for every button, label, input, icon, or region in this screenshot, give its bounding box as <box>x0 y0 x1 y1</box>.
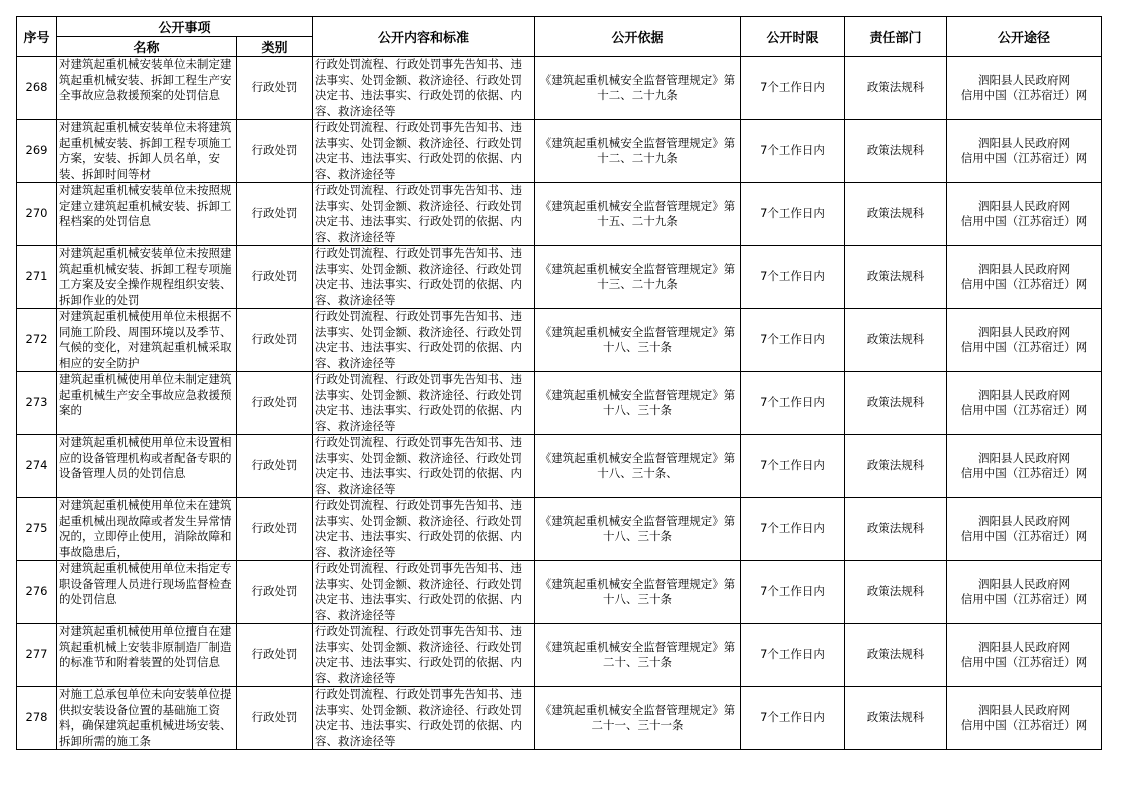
table-row <box>17 561 1102 624</box>
cell-content <box>313 183 535 246</box>
cell-category-text: 行政处罚 <box>251 458 298 473</box>
table-row <box>17 309 1102 372</box>
cell-seq <box>17 435 57 498</box>
cell-channel <box>947 183 1102 246</box>
cell-name <box>57 183 237 246</box>
cell-time-text: 7个工作日内 <box>760 143 825 158</box>
table-row <box>17 372 1102 435</box>
channel-link-text: 泗阳县人民政府网 <box>978 513 1071 528</box>
cell-name <box>57 246 237 309</box>
header-seq: 序号 <box>17 17 57 57</box>
cell-dept <box>845 435 947 498</box>
cell-category-text: 行政处罚 <box>251 80 298 95</box>
cell-basis <box>535 246 741 309</box>
header-time: 公开时限 <box>741 17 845 57</box>
cell-dept <box>845 498 947 561</box>
cell-name <box>57 309 237 372</box>
header-channel: 公开途径 <box>947 17 1102 57</box>
cell-channel <box>947 309 1102 372</box>
header-category: 类别 <box>237 37 313 57</box>
cell-seq-text: 273 <box>25 395 48 410</box>
cell-channel <box>947 57 1102 120</box>
cell-category <box>237 309 313 372</box>
cell-content <box>313 687 535 750</box>
cell-dept <box>845 687 947 750</box>
channel-link-text: 信用中国（江苏宿迁）网 <box>960 214 1088 228</box>
cell-name-text: 对建筑起重机械使用单位擅自在建筑起重机械上安装非原制造厂制造的标准节和附着装置的处罚信息 <box>59 624 232 669</box>
cell-seq-text: 271 <box>25 269 48 284</box>
cell-seq-text: 268 <box>25 80 48 95</box>
cell-content <box>313 624 535 687</box>
cell-seq <box>17 561 57 624</box>
disclosure-table <box>16 16 1102 750</box>
cell-content <box>313 309 535 372</box>
table-row <box>17 498 1102 561</box>
cell-time <box>741 561 845 624</box>
cell-dept-text: 政策法规科 <box>866 458 925 473</box>
cell-content <box>313 498 535 561</box>
cell-channel <box>947 687 1102 750</box>
cell-basis <box>535 687 741 750</box>
cell-content-text: 行政处罚流程、行政处罚事先告知书、违法事实、处罚金额、救济途径、行政处罚决定书、违法事实、行政处罚的依据、内容、救济途径等 <box>315 687 523 748</box>
cell-seq-text: 276 <box>25 584 48 599</box>
table-row <box>17 624 1102 687</box>
cell-basis-text: 《建筑起重机械安全监督管理规定》第二十、三十条 <box>539 639 736 669</box>
channel-link-text: 信用中国（江苏宿迁）网 <box>960 592 1088 606</box>
cell-name-text: 对建筑起重机械使用单位未在建筑起重机械出现故障或者发生异常情况的，立即停止使用，消除故障和事故隐患后， <box>59 498 232 559</box>
cell-seq <box>17 57 57 120</box>
channel-link-text: 泗阳县人民政府网 <box>978 387 1071 402</box>
cell-name-text: 对建筑起重机械安装单位未将建筑起重机械安装、拆卸工程专项施工方案，安装、拆卸人员名单，安装、拆卸时间等材 <box>59 120 232 181</box>
cell-dept <box>845 57 947 120</box>
channel-link-text: 信用中国（江苏宿迁）网 <box>960 277 1088 291</box>
cell-basis-text: 《建筑起重机械安全监督管理规定》第十二、二十九条 <box>539 135 736 165</box>
cell-name-text: 对建筑起重机械使用单位未设置相应的设备管理机构或者配备专职的设备管理人员的处罚信息 <box>59 435 232 480</box>
cell-basis <box>535 309 741 372</box>
channel-link-text: 信用中国（江苏宿迁）网 <box>960 718 1088 732</box>
cell-name <box>57 120 237 183</box>
cell-dept-text: 政策法规科 <box>866 395 925 410</box>
cell-content-text: 行政处罚流程、行政处罚事先告知书、违法事实、处罚金额、救济途径、行政处罚决定书、违法事实、行政处罚的依据、内容、救济途径等 <box>315 246 523 307</box>
cell-category <box>237 687 313 750</box>
cell-dept-text: 政策法规科 <box>866 143 925 158</box>
cell-category-text: 行政处罚 <box>251 584 298 599</box>
cell-name-text: 对建筑起重机械安装单位未按照建筑起重机械安装、拆卸工程专项施工方案及安全操作规程组织安装、拆卸作业的处罚 <box>59 246 232 307</box>
cell-category-text: 行政处罚 <box>251 710 298 725</box>
cell-content-text: 行政处罚流程、行政处罚事先告知书、违法事实、处罚金额、救济途径、行政处罚决定书、违法事实、行政处罚的依据、内容、救济途径等 <box>315 120 523 181</box>
table-row <box>17 120 1102 183</box>
cell-channel <box>947 561 1102 624</box>
cell-name <box>57 561 237 624</box>
cell-time-text: 7个工作日内 <box>760 269 825 284</box>
cell-seq <box>17 120 57 183</box>
cell-dept <box>845 246 947 309</box>
header-content: 公开内容和标准 <box>313 17 535 57</box>
header-name: 名称 <box>57 37 237 57</box>
cell-content <box>313 561 535 624</box>
cell-basis-text: 《建筑起重机械安全监督管理规定》第十二、二十九条 <box>539 72 736 102</box>
cell-basis-text: 《建筑起重机械安全监督管理规定》第十八、三十条 <box>539 324 736 354</box>
cell-content-text: 行政处罚流程、行政处罚事先告知书、违法事实、处罚金额、救济途径、行政处罚决定书、违法事实、行政处罚的依据、内容、救济途径等 <box>315 57 523 118</box>
cell-time-text: 7个工作日内 <box>760 206 825 221</box>
cell-category-text: 行政处罚 <box>251 521 298 536</box>
cell-content-text: 行政处罚流程、行政处罚事先告知书、违法事实、处罚金额、救济途径、行政处罚决定书、违法事实、行政处罚的依据、内容、救济途径等 <box>315 183 523 244</box>
cell-name <box>57 435 237 498</box>
cell-category-text: 行政处罚 <box>251 143 298 158</box>
cell-time <box>741 687 845 750</box>
cell-seq <box>17 498 57 561</box>
cell-basis <box>535 561 741 624</box>
cell-dept <box>845 624 947 687</box>
channel-link-text: 泗阳县人民政府网 <box>978 261 1071 276</box>
cell-name <box>57 372 237 435</box>
cell-basis-text: 《建筑起重机械安全监督管理规定》第十五、二十九条 <box>539 198 736 228</box>
cell-dept-text: 政策法规科 <box>866 332 925 347</box>
channel-link-text: 泗阳县人民政府网 <box>978 702 1071 717</box>
cell-time-text: 7个工作日内 <box>760 458 825 473</box>
cell-channel <box>947 372 1102 435</box>
cell-name <box>57 687 237 750</box>
channel-link-text: 信用中国（江苏宿迁）网 <box>960 403 1088 417</box>
cell-dept-text: 政策法规科 <box>866 80 925 95</box>
cell-name <box>57 624 237 687</box>
cell-basis-text: 《建筑起重机械安全监督管理规定》第十三、二十九条 <box>539 261 736 291</box>
header-item-group: 公开事项 <box>57 17 313 37</box>
channel-link-text: 信用中国（江苏宿迁）网 <box>960 655 1088 669</box>
header-basis: 公开依据 <box>535 17 741 57</box>
cell-seq-text: 275 <box>25 521 48 536</box>
cell-dept-text: 政策法规科 <box>866 710 925 725</box>
cell-category <box>237 624 313 687</box>
cell-time-text: 7个工作日内 <box>760 647 825 662</box>
cell-basis-text: 《建筑起重机械安全监督管理规定》第十八、三十条、 <box>539 450 736 480</box>
cell-category <box>237 246 313 309</box>
cell-name-text: 建筑起重机械使用单位未制定建筑起重机械生产安全事故应急救援预案的 <box>59 372 232 417</box>
cell-name-text: 对建筑起重机械使用单位未根据不同施工阶段、周围环境以及季节、气候的变化，对建筑起重机械采取相应的安全防护 <box>59 309 232 370</box>
cell-dept <box>845 561 947 624</box>
cell-seq <box>17 687 57 750</box>
cell-seq <box>17 183 57 246</box>
channel-link-text: 泗阳县人民政府网 <box>978 72 1071 87</box>
cell-time-text: 7个工作日内 <box>760 332 825 347</box>
channel-link-text: 信用中国（江苏宿迁）网 <box>960 340 1088 354</box>
table-row <box>17 435 1102 498</box>
cell-category-text: 行政处罚 <box>251 395 298 410</box>
cell-time <box>741 624 845 687</box>
cell-dept-text: 政策法规科 <box>866 521 925 536</box>
cell-seq-text: 278 <box>25 710 48 725</box>
cell-basis-text: 《建筑起重机械安全监督管理规定》第十八、三十条 <box>539 513 736 543</box>
cell-dept-text: 政策法规科 <box>866 647 925 662</box>
cell-content-text: 行政处罚流程、行政处罚事先告知书、违法事实、处罚金额、救济途径、行政处罚决定书、违法事实、行政处罚的依据、内容、救济途径等 <box>315 498 523 559</box>
cell-category <box>237 372 313 435</box>
cell-seq <box>17 372 57 435</box>
cell-dept-text: 政策法规科 <box>866 206 925 221</box>
cell-seq-text: 274 <box>25 458 48 473</box>
cell-basis <box>535 120 741 183</box>
header-dept: 责任部门 <box>845 17 947 57</box>
cell-time <box>741 183 845 246</box>
cell-time-text: 7个工作日内 <box>760 395 825 410</box>
cell-name-text: 对施工总承包单位未向安装单位提供拟安装设备位置的基础施工资料，确保建筑起重机械进场安装、拆卸所需的施工条 <box>59 687 232 748</box>
cell-time-text: 7个工作日内 <box>760 584 825 599</box>
cell-time <box>741 435 845 498</box>
cell-category <box>237 183 313 246</box>
cell-dept <box>845 372 947 435</box>
cell-channel <box>947 435 1102 498</box>
cell-content-text: 行政处罚流程、行政处罚事先告知书、违法事实、处罚金额、救济途径、行政处罚决定书、违法事实、行政处罚的依据、内容、救济途径等 <box>315 372 523 433</box>
cell-category <box>237 120 313 183</box>
cell-channel <box>947 120 1102 183</box>
channel-link-text: 泗阳县人民政府网 <box>978 324 1071 339</box>
cell-name <box>57 498 237 561</box>
cell-category <box>237 57 313 120</box>
cell-time <box>741 57 845 120</box>
cell-category-text: 行政处罚 <box>251 332 298 347</box>
cell-content <box>313 120 535 183</box>
cell-seq <box>17 624 57 687</box>
table-row <box>17 183 1102 246</box>
cell-content-text: 行政处罚流程、行政处罚事先告知书、违法事实、处罚金额、救济途径、行政处罚决定书、违法事实、行政处罚的依据、内容、救济途径等 <box>315 624 523 685</box>
cell-dept <box>845 183 947 246</box>
channel-link-text: 泗阳县人民政府网 <box>978 135 1071 150</box>
cell-content-text: 行政处罚流程、行政处罚事先告知书、违法事实、处罚金额、救济途径、行政处罚决定书、违法事实、行政处罚的依据、内容、救济途径等 <box>315 435 523 496</box>
cell-seq <box>17 309 57 372</box>
table-row <box>17 57 1102 120</box>
table-row <box>17 246 1102 309</box>
channel-link-text: 泗阳县人民政府网 <box>978 576 1071 591</box>
cell-name <box>57 57 237 120</box>
cell-channel <box>947 624 1102 687</box>
channel-link-text: 信用中国（江苏宿迁）网 <box>960 151 1088 165</box>
cell-basis <box>535 372 741 435</box>
channel-link-text: 泗阳县人民政府网 <box>978 639 1071 654</box>
cell-time <box>741 498 845 561</box>
channel-link-text: 信用中国（江苏宿迁）网 <box>960 529 1088 543</box>
cell-time-text: 7个工作日内 <box>760 80 825 95</box>
channel-link-text: 泗阳县人民政府网 <box>978 198 1071 213</box>
cell-basis <box>535 498 741 561</box>
cell-channel <box>947 498 1102 561</box>
cell-category <box>237 561 313 624</box>
cell-name-text: 对建筑起重机械安装单位未制定建筑起重机械安装、拆卸工程生产安全事故应急救援预案的处罚信息 <box>59 57 232 102</box>
cell-channel <box>947 246 1102 309</box>
channel-link-text: 信用中国（江苏宿迁）网 <box>960 88 1088 102</box>
cell-seq-text: 277 <box>25 647 48 662</box>
cell-seq-text: 269 <box>25 143 48 158</box>
cell-dept-text: 政策法规科 <box>866 269 925 284</box>
cell-category <box>237 498 313 561</box>
cell-content <box>313 435 535 498</box>
cell-basis-text: 《建筑起重机械安全监督管理规定》第二十一、三十一条 <box>539 702 736 732</box>
channel-link-text: 泗阳县人民政府网 <box>978 450 1071 465</box>
cell-content-text: 行政处罚流程、行政处罚事先告知书、违法事实、处罚金额、救济途径、行政处罚决定书、违法事实、行政处罚的依据、内容、救济途径等 <box>315 561 523 622</box>
cell-time-text: 7个工作日内 <box>760 710 825 725</box>
cell-basis <box>535 183 741 246</box>
cell-seq-text: 272 <box>25 332 48 347</box>
cell-content-text: 行政处罚流程、行政处罚事先告知书、违法事实、处罚金额、救济途径、行政处罚决定书、违法事实、行政处罚的依据、内容、救济途径等 <box>315 309 523 370</box>
cell-content <box>313 372 535 435</box>
cell-category-text: 行政处罚 <box>251 269 298 284</box>
table-row <box>17 687 1102 750</box>
cell-basis-text: 《建筑起重机械安全监督管理规定》第十八、三十条 <box>539 387 736 417</box>
cell-category-text: 行政处罚 <box>251 647 298 662</box>
cell-time <box>741 246 845 309</box>
cell-time <box>741 120 845 183</box>
cell-dept <box>845 309 947 372</box>
cell-name-text: 对建筑起重机械安装单位未按照规定建立建筑起重机械安装、拆卸工程档案的处罚信息 <box>59 183 232 228</box>
cell-category-text: 行政处罚 <box>251 206 298 221</box>
cell-basis-text: 《建筑起重机械安全监督管理规定》第十八、三十条 <box>539 576 736 606</box>
cell-time <box>741 372 845 435</box>
cell-basis <box>535 435 741 498</box>
cell-dept-text: 政策法规科 <box>866 584 925 599</box>
cell-dept <box>845 120 947 183</box>
cell-basis <box>535 624 741 687</box>
cell-name-text: 对建筑起重机械使用单位未指定专职设备管理人员进行现场监督检查的处罚信息 <box>59 561 232 606</box>
cell-content <box>313 57 535 120</box>
cell-seq <box>17 246 57 309</box>
channel-link-text: 信用中国（江苏宿迁）网 <box>960 466 1088 480</box>
cell-time-text: 7个工作日内 <box>760 521 825 536</box>
cell-category <box>237 435 313 498</box>
cell-content <box>313 246 535 309</box>
cell-time <box>741 309 845 372</box>
cell-basis <box>535 57 741 120</box>
cell-seq-text: 270 <box>25 206 48 221</box>
